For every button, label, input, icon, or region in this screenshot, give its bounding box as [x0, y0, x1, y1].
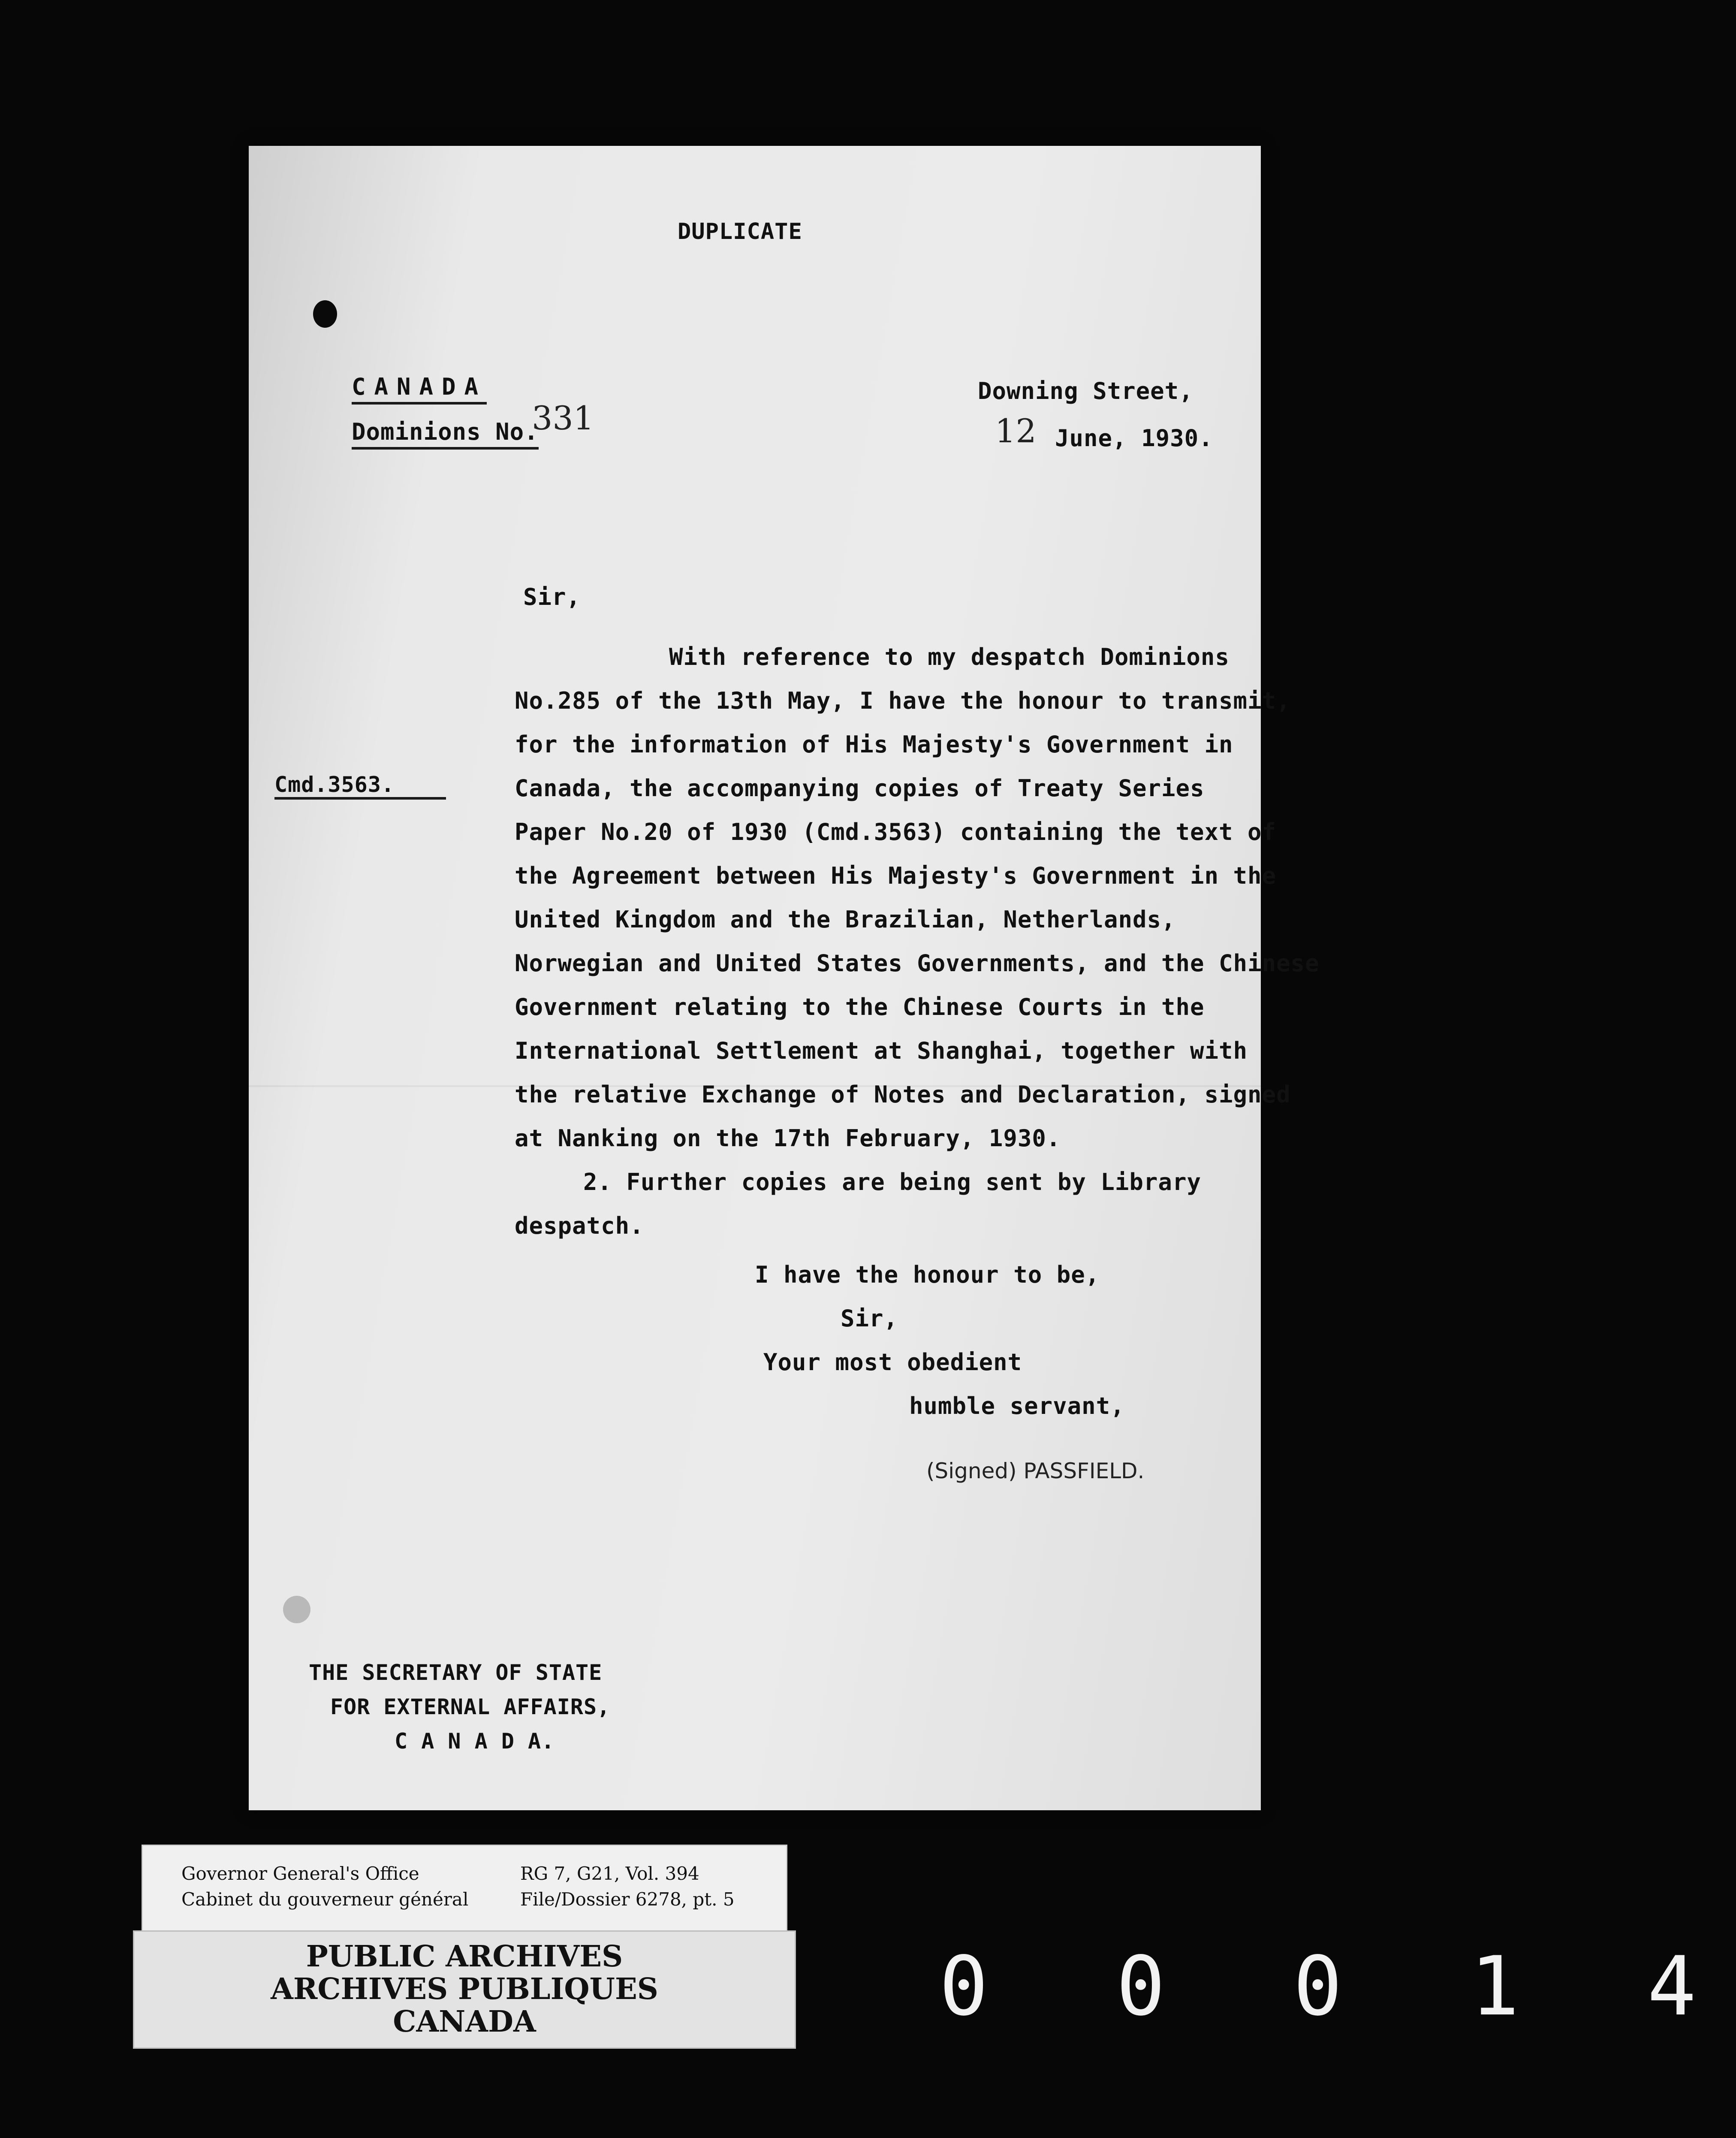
archives-line-fr: ARCHIVES PUBLIQUES [271, 1972, 658, 2006]
body-line: for the information of His Majesty's Government in [515, 731, 1233, 758]
addressee-line: THE SECRETARY OF STATE [309, 1660, 603, 1685]
body-line: Norwegian and United States Governments, and the Chinese [515, 950, 1320, 977]
body-line: Government relating to the Chinese Courts in the [515, 994, 1205, 1021]
closing-line: Your most obedient [763, 1349, 1022, 1376]
body-line: Canada, the accompanying copies of Treaty Series [515, 775, 1205, 802]
duplicate-stamp: DUPLICATE [678, 219, 802, 245]
reference-file: File/Dossier 6278, pt. 5 [520, 1889, 735, 1910]
body-line: With reference to my despatch Dominions [669, 643, 1230, 670]
margin-note: Cmd.3563. [274, 772, 446, 800]
body-line: the relative Exchange of Notes and Declaration, signed [515, 1081, 1291, 1108]
addressee-line: FOR EXTERNAL AFFAIRS, [330, 1694, 611, 1719]
archives-line-country: CANADA [393, 2005, 536, 2039]
body-line: the Agreement between His Majesty's Government in the [515, 862, 1277, 889]
dateline-place: Downing Street, [978, 377, 1194, 405]
dominions-number: 331 [532, 399, 594, 437]
body-line: Paper No.20 of 1930 (Cmd.3563) containing the text of [515, 818, 1277, 846]
addressee-line: C A N A D A. [395, 1729, 555, 1754]
archives-line-en: PUBLIC ARCHIVES [306, 1939, 623, 1974]
body-line: United Kingdom and the Brazilian, Netherlands, [515, 906, 1176, 933]
closing-line: Sir, [841, 1305, 898, 1332]
dateline-day: 12 [995, 412, 1037, 450]
public-archives-stamp [133, 1930, 796, 2049]
reference-volume: RG 7, G21, Vol. 394 [520, 1863, 699, 1884]
signature: (Signed) PASSFIELD. [926, 1459, 1145, 1483]
office-english: Governor General's Office [181, 1863, 419, 1884]
office-french: Cabinet du gouverneur général [181, 1889, 469, 1910]
closing-line: humble servant, [909, 1392, 1125, 1419]
body-line: International Settlement at Shanghai, together with [515, 1037, 1248, 1064]
document-page [249, 146, 1320, 1810]
body-line: despatch. [515, 1212, 644, 1239]
frame-counter: 0 0 0 1 4 [939, 1939, 1736, 2034]
punch-hole [313, 300, 337, 328]
smudge-mark [283, 1596, 310, 1623]
closing-line: I have the honour to be, [755, 1261, 1100, 1288]
body-line: No.285 of the 13th May, I have the honour to transmit, [515, 687, 1291, 714]
dominions-label: Dominions No. [352, 418, 539, 450]
body-line: 2. Further copies are being sent by Library [583, 1169, 1201, 1196]
body-line: at Nanking on the 17th February, 1930. [515, 1125, 1061, 1152]
salutation: Sir, [523, 583, 581, 610]
country-heading: CANADA [352, 373, 487, 405]
dateline-month-year: June, 1930. [1055, 425, 1213, 452]
archive-reference-label [142, 1845, 787, 1933]
